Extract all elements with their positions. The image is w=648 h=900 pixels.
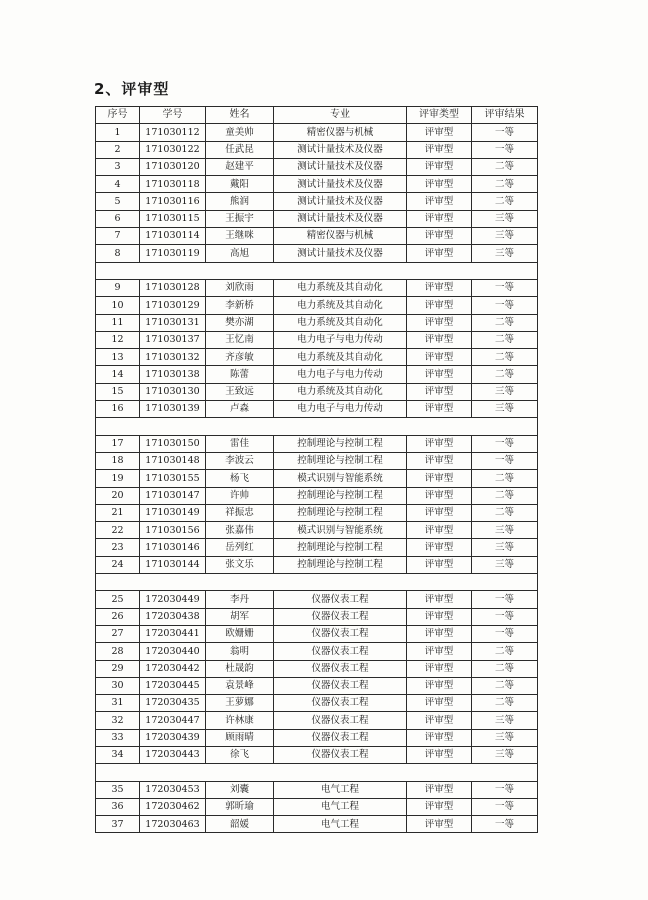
cell-seq: 2 <box>96 141 140 158</box>
cell-student-id: 172030435 <box>140 695 206 712</box>
cell-review-result: 二等 <box>472 677 538 694</box>
cell-major: 电力系统及其自动化 <box>274 279 407 296</box>
cell-review-result: 三等 <box>472 210 538 227</box>
cell-major: 测试计量技术及仪器 <box>274 176 407 193</box>
cell-review-type: 评审型 <box>407 228 472 245</box>
cell-review-type: 评审型 <box>407 660 472 677</box>
table-row <box>96 176 538 193</box>
cell-name: 许林康 <box>206 712 274 729</box>
header-seq: 序号 <box>96 107 140 124</box>
cell-review-result: 一等 <box>472 625 538 642</box>
cell-student-id: 171030122 <box>140 141 206 158</box>
cell-name: 王继咪 <box>206 228 274 245</box>
cell-major: 控制理论与控制工程 <box>274 435 407 452</box>
cell-student-id: 172030441 <box>140 625 206 642</box>
cell-student-id: 171030112 <box>140 124 206 141</box>
table-row <box>96 245 538 262</box>
cell-review-type: 评审型 <box>407 729 472 746</box>
table-row <box>96 470 538 487</box>
cell-review-type: 评审型 <box>407 625 472 642</box>
cell-review-result: 三等 <box>472 746 538 763</box>
cell-student-id: 172030442 <box>140 660 206 677</box>
cell-student-id: 171030138 <box>140 366 206 383</box>
cell-review-result: 一等 <box>472 279 538 296</box>
group-separator-row <box>96 262 538 279</box>
cell-student-id: 171030148 <box>140 452 206 469</box>
table-row <box>96 539 538 556</box>
cell-review-type: 评审型 <box>407 331 472 348</box>
cell-name: 杨飞 <box>206 470 274 487</box>
cell-review-type: 评审型 <box>407 435 472 452</box>
cell-student-id: 172030449 <box>140 591 206 608</box>
cell-seq: 7 <box>96 228 140 245</box>
cell-seq: 18 <box>96 452 140 469</box>
table-row <box>96 729 538 746</box>
cell-review-result: 一等 <box>472 781 538 798</box>
cell-review-type: 评审型 <box>407 141 472 158</box>
cell-student-id: 171030118 <box>140 176 206 193</box>
cell-review-result: 一等 <box>472 452 538 469</box>
header-student-id: 学号 <box>140 107 206 124</box>
table-row <box>96 608 538 625</box>
table-row <box>96 279 538 296</box>
cell-seq: 17 <box>96 435 140 452</box>
cell-name: 赵建平 <box>206 158 274 175</box>
cell-review-type: 评审型 <box>407 677 472 694</box>
cell-seq: 13 <box>96 349 140 366</box>
cell-major: 电气工程 <box>274 816 407 833</box>
separator-cell <box>96 574 538 591</box>
cell-review-result: 二等 <box>472 504 538 521</box>
cell-student-id: 171030114 <box>140 228 206 245</box>
cell-name: 任武昆 <box>206 141 274 158</box>
cell-seq: 25 <box>96 591 140 608</box>
cell-major: 仪器仪表工程 <box>274 677 407 694</box>
cell-name: 刘囊 <box>206 781 274 798</box>
table-row <box>96 643 538 660</box>
cell-review-type: 评审型 <box>407 539 472 556</box>
cell-review-type: 评审型 <box>407 695 472 712</box>
cell-review-result: 二等 <box>472 193 538 210</box>
cell-review-type: 评审型 <box>407 470 472 487</box>
cell-review-result: 二等 <box>472 470 538 487</box>
cell-review-type: 评审型 <box>407 522 472 539</box>
cell-name: 张文乐 <box>206 556 274 573</box>
cell-name: 顾雨晴 <box>206 729 274 746</box>
cell-major: 电气工程 <box>274 798 407 815</box>
table-header-row <box>96 107 538 124</box>
cell-review-result: 二等 <box>472 158 538 175</box>
cell-major: 电力电子与电力传动 <box>274 366 407 383</box>
cell-review-result: 一等 <box>472 798 538 815</box>
cell-name: 翁明 <box>206 643 274 660</box>
table-row <box>96 746 538 763</box>
cell-major: 控制理论与控制工程 <box>274 556 407 573</box>
cell-name: 熊润 <box>206 193 274 210</box>
cell-name: 韶媛 <box>206 816 274 833</box>
table-row <box>96 331 538 348</box>
cell-review-type: 评审型 <box>407 176 472 193</box>
cell-review-result: 一等 <box>472 816 538 833</box>
cell-review-type: 评审型 <box>407 643 472 660</box>
cell-major: 仪器仪表工程 <box>274 625 407 642</box>
cell-name: 樊亦湖 <box>206 314 274 331</box>
cell-seq: 4 <box>96 176 140 193</box>
cell-name: 岳列红 <box>206 539 274 556</box>
table-row <box>96 452 538 469</box>
table-row <box>96 435 538 452</box>
cell-major: 控制理论与控制工程 <box>274 539 407 556</box>
cell-major: 仪器仪表工程 <box>274 729 407 746</box>
table-row <box>96 193 538 210</box>
cell-major: 电力系统及其自动化 <box>274 314 407 331</box>
cell-student-id: 172030445 <box>140 677 206 694</box>
cell-name: 高旭 <box>206 245 274 262</box>
cell-review-type: 评审型 <box>407 712 472 729</box>
header-review-result: 评审结果 <box>472 107 538 124</box>
cell-seq: 34 <box>96 746 140 763</box>
cell-major: 控制理论与控制工程 <box>274 452 407 469</box>
cell-review-result: 三等 <box>472 556 538 573</box>
cell-review-result: 二等 <box>472 660 538 677</box>
cell-review-type: 评审型 <box>407 487 472 504</box>
cell-major: 仪器仪表工程 <box>274 746 407 763</box>
group-separator-row <box>96 764 538 781</box>
cell-student-id: 172030462 <box>140 798 206 815</box>
cell-seq: 35 <box>96 781 140 798</box>
cell-seq: 20 <box>96 487 140 504</box>
cell-major: 测试计量技术及仪器 <box>274 193 407 210</box>
cell-name: 胡军 <box>206 608 274 625</box>
cell-student-id: 171030128 <box>140 279 206 296</box>
cell-student-id: 171030116 <box>140 193 206 210</box>
cell-name: 李丹 <box>206 591 274 608</box>
cell-review-type: 评审型 <box>407 210 472 227</box>
cell-review-result: 一等 <box>472 591 538 608</box>
cell-major: 控制理论与控制工程 <box>274 487 407 504</box>
cell-seq: 3 <box>96 158 140 175</box>
table-row <box>96 695 538 712</box>
cell-review-type: 评审型 <box>407 193 472 210</box>
cell-student-id: 171030144 <box>140 556 206 573</box>
cell-review-type: 评审型 <box>407 124 472 141</box>
cell-review-result: 二等 <box>472 695 538 712</box>
cell-name: 张嘉伟 <box>206 522 274 539</box>
cell-student-id: 171030149 <box>140 504 206 521</box>
cell-major: 测试计量技术及仪器 <box>274 245 407 262</box>
cell-student-id: 171030132 <box>140 349 206 366</box>
cell-review-type: 评审型 <box>407 798 472 815</box>
cell-name: 王忆南 <box>206 331 274 348</box>
cell-major: 电力系统及其自动化 <box>274 383 407 400</box>
cell-review-result: 三等 <box>472 245 538 262</box>
cell-review-result: 二等 <box>472 176 538 193</box>
cell-major: 仪器仪表工程 <box>274 591 407 608</box>
cell-name: 欧姗姗 <box>206 625 274 642</box>
cell-seq: 33 <box>96 729 140 746</box>
section-title: 2、评审型 <box>94 80 170 98</box>
cell-seq: 10 <box>96 297 140 314</box>
cell-major: 精密仪器与机械 <box>274 124 407 141</box>
cell-review-type: 评审型 <box>407 401 472 418</box>
cell-seq: 32 <box>96 712 140 729</box>
cell-seq: 24 <box>96 556 140 573</box>
cell-review-type: 评审型 <box>407 158 472 175</box>
cell-review-result: 三等 <box>472 522 538 539</box>
cell-student-id: 172030440 <box>140 643 206 660</box>
cell-review-result: 三等 <box>472 729 538 746</box>
cell-major: 测试计量技术及仪器 <box>274 141 407 158</box>
cell-review-result: 三等 <box>472 712 538 729</box>
cell-name: 雷佳 <box>206 435 274 452</box>
cell-review-result: 三等 <box>472 228 538 245</box>
cell-review-type: 评审型 <box>407 245 472 262</box>
table-row <box>96 677 538 694</box>
cell-seq: 37 <box>96 816 140 833</box>
cell-review-result: 一等 <box>472 435 538 452</box>
cell-student-id: 172030453 <box>140 781 206 798</box>
header-name: 姓名 <box>206 107 274 124</box>
cell-major: 精密仪器与机械 <box>274 228 407 245</box>
cell-seq: 22 <box>96 522 140 539</box>
cell-seq: 1 <box>96 124 140 141</box>
cell-major: 电力电子与电力传动 <box>274 331 407 348</box>
table-row <box>96 210 538 227</box>
cell-review-result: 二等 <box>472 643 538 660</box>
table-row <box>96 522 538 539</box>
cell-name: 郭昕瑜 <box>206 798 274 815</box>
cell-name: 戴阳 <box>206 176 274 193</box>
cell-review-type: 评审型 <box>407 297 472 314</box>
cell-seq: 19 <box>96 470 140 487</box>
cell-student-id: 171030137 <box>140 331 206 348</box>
cell-review-result: 二等 <box>472 331 538 348</box>
cell-name: 袁景峰 <box>206 677 274 694</box>
cell-student-id: 172030439 <box>140 729 206 746</box>
cell-seq: 31 <box>96 695 140 712</box>
cell-student-id: 171030119 <box>140 245 206 262</box>
cell-seq: 30 <box>96 677 140 694</box>
table-row <box>96 798 538 815</box>
cell-name: 李新桥 <box>206 297 274 314</box>
cell-review-type: 评审型 <box>407 452 472 469</box>
table-row <box>96 504 538 521</box>
separator-cell <box>96 418 538 435</box>
cell-name: 许帅 <box>206 487 274 504</box>
table-row <box>96 366 538 383</box>
cell-student-id: 172030438 <box>140 608 206 625</box>
cell-student-id: 171030155 <box>140 470 206 487</box>
cell-review-result: 一等 <box>472 141 538 158</box>
cell-major: 电力系统及其自动化 <box>274 349 407 366</box>
cell-name: 王振宇 <box>206 210 274 227</box>
cell-student-id: 172030463 <box>140 816 206 833</box>
cell-student-id: 172030443 <box>140 746 206 763</box>
cell-review-type: 评审型 <box>407 591 472 608</box>
cell-major: 模式识别与智能系统 <box>274 522 407 539</box>
cell-name: 王致远 <box>206 383 274 400</box>
cell-review-result: 二等 <box>472 487 538 504</box>
cell-major: 仪器仪表工程 <box>274 712 407 729</box>
cell-seq: 5 <box>96 193 140 210</box>
cell-seq: 28 <box>96 643 140 660</box>
cell-review-type: 评审型 <box>407 383 472 400</box>
cell-name: 刘欣雨 <box>206 279 274 296</box>
header-major: 专业 <box>274 107 407 124</box>
cell-major: 仪器仪表工程 <box>274 643 407 660</box>
cell-student-id: 171030156 <box>140 522 206 539</box>
cell-major: 仪器仪表工程 <box>274 660 407 677</box>
table-row <box>96 660 538 677</box>
cell-seq: 21 <box>96 504 140 521</box>
cell-major: 测试计量技术及仪器 <box>274 158 407 175</box>
cell-major: 测试计量技术及仪器 <box>274 210 407 227</box>
cell-student-id: 171030115 <box>140 210 206 227</box>
table-row <box>96 124 538 141</box>
cell-major: 电力系统及其自动化 <box>274 297 407 314</box>
cell-major: 模式识别与智能系统 <box>274 470 407 487</box>
cell-seq: 8 <box>96 245 140 262</box>
table-row <box>96 297 538 314</box>
cell-major: 电气工程 <box>274 781 407 798</box>
cell-name: 陈蕾 <box>206 366 274 383</box>
table-row <box>96 401 538 418</box>
cell-review-type: 评审型 <box>407 816 472 833</box>
cell-seq: 9 <box>96 279 140 296</box>
cell-seq: 36 <box>96 798 140 815</box>
cell-name: 王萝娜 <box>206 695 274 712</box>
review-results-table <box>95 106 538 833</box>
table-row <box>96 591 538 608</box>
cell-seq: 26 <box>96 608 140 625</box>
table-row <box>96 816 538 833</box>
cell-review-type: 评审型 <box>407 279 472 296</box>
cell-seq: 29 <box>96 660 140 677</box>
cell-review-result: 一等 <box>472 608 538 625</box>
cell-major: 仪器仪表工程 <box>274 608 407 625</box>
cell-review-type: 评审型 <box>407 349 472 366</box>
cell-review-type: 评审型 <box>407 746 472 763</box>
table-body <box>96 124 538 833</box>
cell-seq: 15 <box>96 383 140 400</box>
cell-review-type: 评审型 <box>407 366 472 383</box>
table-row <box>96 314 538 331</box>
cell-name: 童美帅 <box>206 124 274 141</box>
cell-review-result: 二等 <box>472 349 538 366</box>
cell-student-id: 171030131 <box>140 314 206 331</box>
cell-major: 控制理论与控制工程 <box>274 504 407 521</box>
cell-student-id: 171030139 <box>140 401 206 418</box>
cell-seq: 16 <box>96 401 140 418</box>
cell-review-type: 评审型 <box>407 504 472 521</box>
cell-student-id: 171030146 <box>140 539 206 556</box>
cell-student-id: 171030130 <box>140 383 206 400</box>
cell-student-id: 171030120 <box>140 158 206 175</box>
table-row <box>96 781 538 798</box>
cell-review-result: 三等 <box>472 401 538 418</box>
table-row <box>96 228 538 245</box>
group-separator-row <box>96 418 538 435</box>
cell-seq: 6 <box>96 210 140 227</box>
separator-cell <box>96 764 538 781</box>
cell-seq: 11 <box>96 314 140 331</box>
table-row <box>96 158 538 175</box>
table-row <box>96 141 538 158</box>
separator-cell <box>96 262 538 279</box>
cell-major: 电力电子与电力传动 <box>274 401 407 418</box>
cell-name: 杜晟韵 <box>206 660 274 677</box>
cell-review-type: 评审型 <box>407 556 472 573</box>
table-row <box>96 383 538 400</box>
cell-review-type: 评审型 <box>407 781 472 798</box>
cell-student-id: 171030150 <box>140 435 206 452</box>
cell-review-result: 二等 <box>472 314 538 331</box>
cell-review-type: 评审型 <box>407 608 472 625</box>
cell-name: 李波云 <box>206 452 274 469</box>
cell-review-result: 一等 <box>472 124 538 141</box>
cell-seq: 14 <box>96 366 140 383</box>
table-row <box>96 556 538 573</box>
cell-seq: 27 <box>96 625 140 642</box>
cell-student-id: 171030147 <box>140 487 206 504</box>
cell-name: 卢森 <box>206 401 274 418</box>
cell-major: 仪器仪表工程 <box>274 695 407 712</box>
cell-seq: 12 <box>96 331 140 348</box>
cell-review-result: 一等 <box>472 297 538 314</box>
cell-name: 祥振忠 <box>206 504 274 521</box>
cell-review-result: 三等 <box>472 383 538 400</box>
table-row <box>96 712 538 729</box>
cell-name: 齐彦敏 <box>206 349 274 366</box>
table-row <box>96 487 538 504</box>
cell-review-type: 评审型 <box>407 314 472 331</box>
cell-seq: 23 <box>96 539 140 556</box>
group-separator-row <box>96 574 538 591</box>
header-review-type: 评审类型 <box>407 107 472 124</box>
cell-student-id: 171030129 <box>140 297 206 314</box>
cell-name: 徐飞 <box>206 746 274 763</box>
cell-review-result: 二等 <box>472 366 538 383</box>
cell-review-result: 三等 <box>472 539 538 556</box>
table-row <box>96 349 538 366</box>
table-row <box>96 625 538 642</box>
cell-student-id: 172030447 <box>140 712 206 729</box>
